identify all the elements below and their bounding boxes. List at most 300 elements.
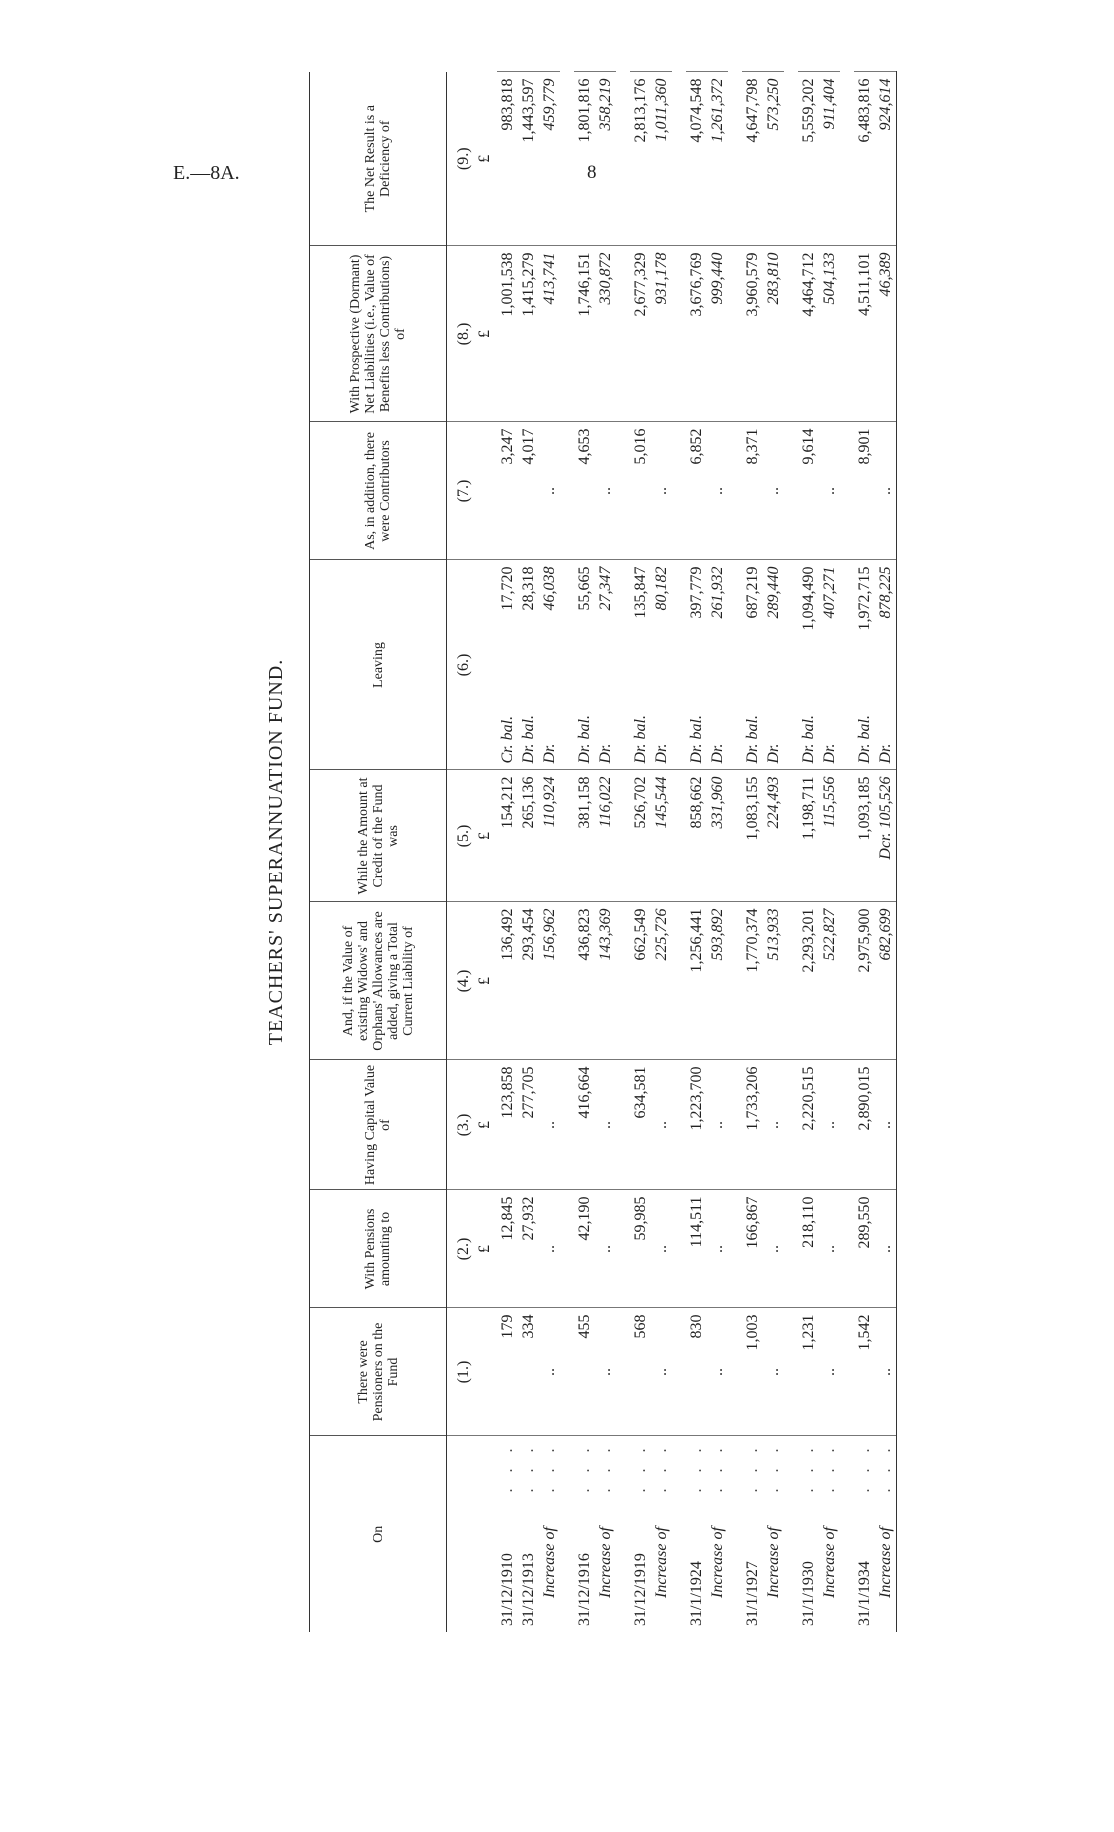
cell-value: 2,813,176 (632, 78, 649, 143)
cell-value: 4,653 (576, 428, 593, 465)
spacer-row (784, 72, 798, 1632)
row-label-cell (875, 1436, 897, 1632)
balance-value: 46,038 (541, 566, 558, 611)
value-cell (686, 246, 707, 422)
value-cell (798, 1190, 819, 1308)
leader-dots: . . . (632, 1442, 649, 1493)
cell-value: 1,001,538 (499, 252, 516, 317)
cell-value: .. (653, 1245, 670, 1253)
leaving-split (798, 567, 819, 764)
leaving-cell (742, 560, 763, 770)
row-label: Increase of (597, 1527, 614, 1598)
value-cell (875, 1060, 897, 1190)
row-label-cell (763, 1436, 784, 1632)
leaving-split (539, 567, 560, 764)
value-cell (854, 422, 875, 560)
cell-value: 224,493 (765, 776, 782, 829)
cell-value: 9,614 (800, 428, 817, 465)
row-label: 31/12/1916 (576, 1553, 593, 1626)
increase-row (819, 72, 840, 1632)
cell-value: 593,892 (709, 908, 726, 961)
currency-symbol: £ (476, 330, 493, 338)
value-cell (707, 1190, 728, 1308)
column-number (447, 1060, 498, 1190)
cell-value: 526,702 (632, 776, 649, 829)
cell-value: 911,404 (821, 78, 838, 130)
cell-value: 504,133 (821, 252, 838, 305)
spacer-cell (672, 1308, 686, 1436)
cell-value: 4,017 (520, 428, 537, 465)
leaving-cell (798, 560, 819, 770)
cell-value: 413,741 (541, 252, 558, 305)
cell-value: 1,011,360 (653, 78, 670, 142)
cell-value: 42,190 (576, 1196, 593, 1241)
value-cell (574, 422, 595, 560)
cell-value: 1,231 (800, 1314, 817, 1351)
value-cell (875, 902, 897, 1060)
value-cell (763, 770, 784, 902)
superannuation-table (309, 72, 897, 1632)
cell-value: 682,699 (877, 908, 894, 961)
empty-cell (447, 1436, 498, 1632)
leaving-cell (651, 560, 672, 770)
cell-value: 1,746,151 (576, 252, 593, 317)
cell-value: .. (765, 1368, 782, 1376)
page-number: 8 (587, 162, 597, 183)
cell-value: 2,293,201 (800, 908, 817, 973)
value-cell (497, 902, 518, 1060)
value-cell (518, 422, 539, 560)
balance-type: Cr. bal. (499, 715, 516, 764)
value-cell (763, 422, 784, 560)
cell-value: .. (877, 1245, 894, 1253)
value-cell (854, 1308, 875, 1436)
spacer-cell (840, 246, 854, 422)
value-cell (819, 902, 840, 1060)
spacer-cell (840, 1060, 854, 1190)
cell-value: 999,440 (709, 252, 726, 305)
leader-dots: . . . (877, 1442, 894, 1493)
header-pensioners: There were Pensioners on the Fund (310, 1308, 447, 1436)
cell-value: 2,890,015 (856, 1066, 873, 1131)
value-cell (651, 770, 672, 902)
row-label-cell (686, 1436, 707, 1632)
value-cell (574, 902, 595, 1060)
date-row (574, 72, 595, 1632)
spacer-cell (616, 1060, 630, 1190)
header-on: On (310, 1436, 447, 1632)
value-cell (497, 246, 518, 422)
value-cell (798, 246, 819, 422)
spacer-cell (840, 72, 854, 246)
spacer-cell (616, 1190, 630, 1308)
cell-value: 330,872 (597, 252, 614, 305)
spacer-row (616, 72, 630, 1632)
cell-value: 1,443,597 (520, 78, 537, 143)
value-cell (819, 246, 840, 422)
row-label-cell (651, 1436, 672, 1632)
value-cell (819, 422, 840, 560)
value-cell (854, 1060, 875, 1190)
document-reference: E.—8A. (173, 162, 240, 184)
spacer-cell (728, 422, 742, 560)
table-body (447, 72, 897, 1632)
header-capital-value: Having Capital Value of (310, 1060, 447, 1190)
leaving-cell (819, 560, 840, 770)
spacer-cell (616, 246, 630, 422)
spacer-cell (560, 246, 574, 422)
value-cell (595, 770, 616, 902)
value-cell (686, 1060, 707, 1190)
cell-value: 283,810 (765, 252, 782, 305)
spacer-row (560, 72, 574, 1632)
spacer-cell (728, 770, 742, 902)
value-cell (651, 1060, 672, 1190)
column-number-label: (3.) (455, 1113, 472, 1137)
balance-type: Dr. (653, 743, 670, 764)
leaving-split (854, 567, 875, 764)
cell-value: 522,827 (821, 908, 838, 961)
spacer-cell (728, 1308, 742, 1436)
leaving-cell (707, 560, 728, 770)
spacer-cell (728, 560, 742, 770)
cell-value: 931,178 (653, 252, 670, 305)
value-cell (651, 902, 672, 1060)
cell-value: 46,389 (877, 252, 894, 297)
row-label-cell (819, 1436, 840, 1632)
spacer-cell (560, 1308, 574, 1436)
spacer-cell (840, 422, 854, 560)
cell-value: 331,960 (709, 776, 726, 829)
cell-value: 381,158 (576, 776, 593, 829)
cell-value: 3,676,769 (688, 252, 705, 317)
value-cell (497, 422, 518, 560)
cell-value: 1,542 (856, 1314, 873, 1351)
currency-symbol: £ (476, 832, 493, 840)
leaving-split (497, 567, 518, 764)
spacer-cell (840, 560, 854, 770)
column-number (447, 1190, 498, 1308)
spacer-cell (840, 770, 854, 902)
value-cell (651, 1190, 672, 1308)
row-label: 31/12/1910 (499, 1553, 516, 1626)
value-cell (497, 72, 518, 246)
leader-dots: . . . (597, 1442, 614, 1493)
cell-value: 334 (520, 1314, 537, 1339)
spacer-cell (840, 902, 854, 1060)
spacer-cell (672, 1060, 686, 1190)
cell-value: .. (821, 487, 838, 495)
row-label: Increase of (541, 1527, 558, 1598)
balance-value: 17,720 (499, 566, 516, 611)
value-cell (630, 422, 651, 560)
value-cell (630, 1308, 651, 1436)
column-number-label: (9.) (455, 147, 472, 171)
balance-value: 80,182 (653, 566, 670, 611)
cell-value: 1,083,155 (744, 776, 761, 841)
cell-value: 830 (688, 1314, 705, 1339)
row-label: Increase of (653, 1527, 670, 1598)
value-cell (497, 770, 518, 902)
cell-value: .. (821, 1245, 838, 1253)
cell-value: .. (541, 1121, 558, 1129)
value-cell (763, 1060, 784, 1190)
leaving-split (630, 567, 651, 764)
value-cell (539, 1190, 560, 1308)
balance-value: 261,932 (709, 566, 726, 619)
value-cell (595, 1190, 616, 1308)
spacer-cell (616, 560, 630, 770)
value-cell (707, 422, 728, 560)
value-cell (651, 246, 672, 422)
cell-value: 1,801,816 (576, 78, 593, 143)
value-cell (742, 246, 763, 422)
column-number-row (447, 72, 498, 1632)
value-cell (686, 770, 707, 902)
cell-value: 455 (576, 1314, 593, 1339)
cell-value: .. (597, 1245, 614, 1253)
spacer-cell (616, 770, 630, 902)
leaving-split (819, 567, 840, 764)
spacer-cell (784, 1190, 798, 1308)
value-cell (854, 72, 875, 246)
value-cell (651, 72, 672, 246)
value-cell (630, 902, 651, 1060)
balance-type: Dr. bal. (856, 715, 873, 764)
balance-type: Dr. bal. (520, 715, 537, 764)
column-number-label: (7.) (455, 479, 472, 503)
column-number (447, 422, 498, 560)
value-cell (707, 72, 728, 246)
value-cell (595, 422, 616, 560)
value-cell (630, 246, 651, 422)
value-cell (574, 1190, 595, 1308)
cell-value: 662,549 (632, 908, 649, 961)
leaving-cell (630, 560, 651, 770)
value-cell (875, 72, 897, 246)
value-cell (819, 1060, 840, 1190)
value-cell (518, 770, 539, 902)
value-cell (742, 1308, 763, 1436)
cell-value: 1,223,700 (688, 1066, 705, 1131)
row-label-cell (742, 1436, 763, 1632)
value-cell (595, 72, 616, 246)
value-cell (686, 422, 707, 560)
value-cell (595, 902, 616, 1060)
cell-value: .. (541, 1368, 558, 1376)
value-cell (539, 72, 560, 246)
cell-value: 3,960,579 (744, 252, 761, 317)
value-cell (798, 902, 819, 1060)
cell-value: Dcr. 105,526 (877, 776, 894, 860)
row-label-cell (630, 1436, 651, 1632)
header-row (310, 72, 447, 1632)
cell-value: 116,022 (597, 776, 614, 828)
header-prospective-liabilities: With Prospective (Dormant) Net Liabilities (i.e., Value of Benefits less Contributions) of (310, 246, 447, 422)
cell-value: 115,556 (821, 776, 838, 828)
cell-value: 166,867 (744, 1196, 761, 1249)
row-label-cell (595, 1436, 616, 1632)
spacer-row (672, 72, 686, 1632)
date-row (518, 72, 539, 1632)
value-cell (742, 422, 763, 560)
value-cell (630, 1190, 651, 1308)
cell-value: 114,511 (688, 1196, 705, 1248)
row-label: 31/1/1930 (800, 1561, 817, 1626)
increase-row (707, 72, 728, 1632)
leader-dots: . . . (688, 1442, 705, 1493)
column-number-label: (5.) (455, 824, 472, 848)
cell-value: .. (877, 1121, 894, 1129)
value-cell (630, 72, 651, 246)
value-cell (763, 72, 784, 246)
value-cell (497, 1308, 518, 1436)
value-cell (630, 1060, 651, 1190)
leaving-cell (574, 560, 595, 770)
row-label: Increase of (877, 1527, 894, 1598)
column-number (447, 1308, 498, 1436)
value-cell (595, 246, 616, 422)
value-cell (574, 1308, 595, 1436)
balance-type: Dr. (877, 743, 894, 764)
leaving-split (595, 567, 616, 764)
value-cell (686, 1190, 707, 1308)
spacer-cell (840, 1436, 854, 1632)
value-cell (875, 770, 897, 902)
cell-value: .. (709, 1368, 726, 1376)
currency-symbol: £ (476, 1121, 493, 1129)
cell-value: 1,198,711 (800, 776, 817, 840)
leader-dots: . . . (653, 1442, 670, 1493)
leader-dots: . . . (499, 1442, 516, 1493)
cell-value: .. (709, 487, 726, 495)
cell-value: .. (877, 487, 894, 495)
spacer-cell (728, 1436, 742, 1632)
header-pensions: With Pensions amounting to (310, 1190, 447, 1308)
leaving-split (686, 567, 707, 764)
spacer-cell (672, 72, 686, 246)
spacer-cell (560, 72, 574, 246)
balance-type: Dr. (541, 743, 558, 764)
currency-symbol: £ (476, 977, 493, 985)
column-number (447, 770, 498, 902)
spacer-cell (616, 72, 630, 246)
balance-type: Dr. (597, 743, 614, 764)
cell-value: 436,823 (576, 908, 593, 961)
cell-value: 3,247 (499, 428, 516, 465)
value-cell (539, 422, 560, 560)
spacer-row (728, 72, 742, 1632)
balance-value: 1,094,490 (800, 566, 817, 631)
value-cell (651, 1308, 672, 1436)
cell-value: 416,664 (576, 1066, 593, 1119)
cell-value: 143,369 (597, 908, 614, 961)
cell-value: 983,818 (499, 78, 516, 131)
balance-value: 878,225 (877, 566, 894, 619)
cell-value: 513,933 (765, 908, 782, 961)
value-cell (707, 1060, 728, 1190)
spacer-cell (672, 902, 686, 1060)
spacer-cell (672, 560, 686, 770)
spacer-cell (784, 902, 798, 1060)
cell-value: 4,511,101 (856, 252, 873, 316)
cell-value: .. (597, 487, 614, 495)
cell-value: 1,261,372 (709, 78, 726, 143)
table-title: TEACHERS' SUPERANNUATION FUND. (265, 658, 287, 1046)
balance-value: 55,665 (576, 566, 593, 611)
value-cell (686, 902, 707, 1060)
cell-value: 2,975,900 (856, 908, 873, 973)
spacer-cell (560, 422, 574, 560)
spacer-cell (672, 1436, 686, 1632)
cell-value: .. (821, 1368, 838, 1376)
row-label-cell (707, 1436, 728, 1632)
spacer-cell (784, 72, 798, 246)
header-fund-credit: While the Amount at Credit of the Fund was (310, 770, 447, 902)
cell-value: 59,985 (632, 1196, 649, 1241)
cell-value: 277,705 (520, 1066, 537, 1119)
value-cell (798, 422, 819, 560)
spacer-cell (672, 422, 686, 560)
leaving-cell (763, 560, 784, 770)
cell-value: 123,858 (499, 1066, 516, 1119)
cell-value: 924,614 (877, 78, 894, 131)
cell-value: .. (653, 1121, 670, 1129)
value-cell (707, 902, 728, 1060)
increase-row (595, 72, 616, 1632)
cell-value: 154,212 (499, 776, 516, 829)
spacer-cell (784, 770, 798, 902)
spacer-cell (728, 1060, 742, 1190)
value-cell (574, 72, 595, 246)
balance-type: Dr. bal. (576, 715, 593, 764)
cell-value: 293,454 (520, 908, 537, 961)
spacer-cell (616, 422, 630, 560)
header-leaving: Leaving (310, 560, 447, 770)
leader-dots: . . . (520, 1442, 537, 1493)
leader-dots: . . . (856, 1442, 873, 1493)
cell-value: 634,581 (632, 1066, 649, 1119)
row-label-cell (798, 1436, 819, 1632)
column-number (447, 72, 498, 246)
value-cell (497, 1190, 518, 1308)
cell-value: 5,559,202 (800, 78, 817, 143)
cell-value: 136,492 (499, 908, 516, 961)
leaving-cell (686, 560, 707, 770)
spacer-cell (784, 1060, 798, 1190)
leader-dots: . . . (765, 1442, 782, 1493)
cell-value: .. (653, 1368, 670, 1376)
leader-dots: . . . (576, 1442, 593, 1493)
leaving-cell (518, 560, 539, 770)
cell-value: 573,250 (765, 78, 782, 131)
cell-value: .. (709, 1121, 726, 1129)
value-cell (686, 1308, 707, 1436)
value-cell (798, 1060, 819, 1190)
value-cell (742, 1190, 763, 1308)
spacer-cell (672, 246, 686, 422)
value-cell (875, 246, 897, 422)
value-cell (707, 246, 728, 422)
value-cell (854, 246, 875, 422)
value-cell (595, 1308, 616, 1436)
value-cell (854, 902, 875, 1060)
cell-value: 1,415,279 (520, 252, 537, 317)
value-cell (539, 1308, 560, 1436)
value-cell (686, 72, 707, 246)
spacer-cell (728, 246, 742, 422)
balance-value: 1,972,715 (856, 566, 873, 631)
